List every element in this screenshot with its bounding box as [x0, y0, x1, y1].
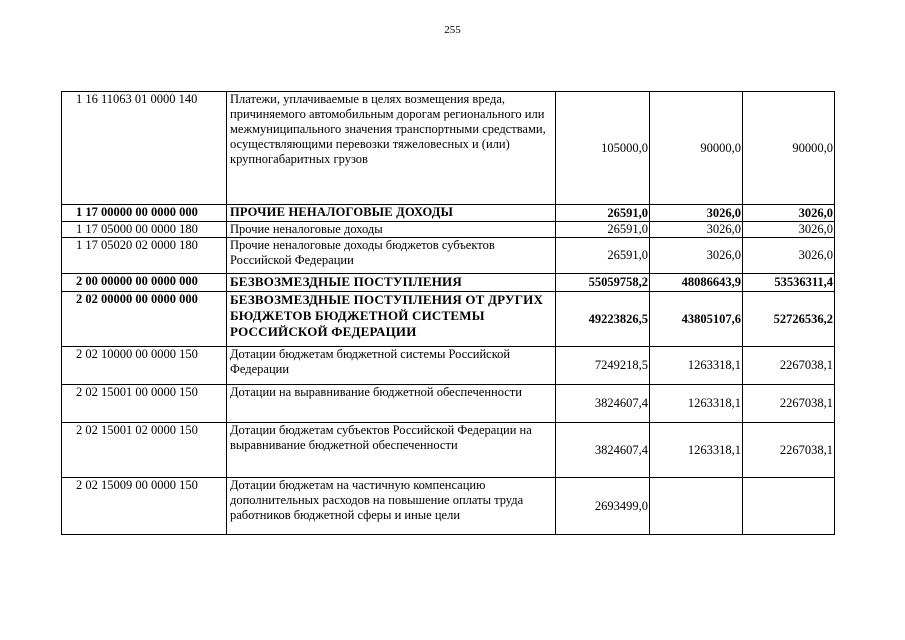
row-name: Дотации бюджетам на частичную компенсацию дополнительных расходов на повышение оплаты труда работников бюджетной сферы и иные цели: [227, 478, 556, 535]
row-value-1: 105000,0: [556, 92, 650, 205]
page-number: 255: [444, 24, 461, 36]
table-row: [62, 222, 835, 238]
row-value-3: 2267038,1: [743, 385, 835, 423]
row-value-2: 3026,0: [650, 205, 743, 222]
row-value-1: 2693499,0: [556, 478, 650, 535]
row-value-3: 3026,0: [743, 205, 835, 222]
row-value-2: 1263318,1: [650, 347, 743, 385]
table-row: [62, 385, 835, 423]
row-value-3: 90000,0: [743, 92, 835, 205]
table-row: [62, 292, 835, 347]
table-row: [62, 478, 835, 535]
row-value-1: 49223826,5: [556, 292, 650, 347]
row-code: 1 17 05020 02 0000 180: [62, 238, 227, 274]
row-value-3: 52726536,2: [743, 292, 835, 347]
row-code: 1 16 11063 01 0000 140: [62, 92, 227, 205]
row-code: 2 02 10000 00 0000 150: [62, 347, 227, 385]
table-row: [62, 238, 835, 274]
row-name: Дотации бюджетам бюджетной системы Российской Федерации: [227, 347, 556, 385]
row-value-3: 3026,0: [743, 238, 835, 274]
row-name: Прочие неналоговые доходы бюджетов субъектов Российской Федерации: [227, 238, 556, 274]
row-name: Дотации бюджетам субъектов Российской Федерации на выравнивание бюджетной обеспеченности: [227, 423, 556, 478]
table-row: [62, 92, 835, 205]
row-code: 1 17 05000 00 0000 180: [62, 222, 227, 238]
row-value-1: 26591,0: [556, 222, 650, 238]
row-code: 2 00 00000 00 0000 000: [62, 274, 227, 292]
row-value-2: 43805107,6: [650, 292, 743, 347]
table-row: [62, 347, 835, 385]
row-value-1: 7249218,5: [556, 347, 650, 385]
row-value-1: 26591,0: [556, 238, 650, 274]
row-value-2: 1263318,1: [650, 423, 743, 478]
row-value-3: 2267038,1: [743, 423, 835, 478]
row-name: Прочие неналоговые доходы: [227, 222, 556, 238]
row-value-2: [650, 478, 743, 535]
row-value-3: 3026,0: [743, 222, 835, 238]
table-row: [62, 274, 835, 292]
row-value-1: 3824607,4: [556, 385, 650, 423]
row-value-2: 90000,0: [650, 92, 743, 205]
row-code: 2 02 15001 00 0000 150: [62, 385, 227, 423]
row-name: БЕЗВОЗМЕЗДНЫЕ ПОСТУПЛЕНИЯ ОТ ДРУГИХ БЮДЖЕТОВ БЮДЖЕТНОЙ СИСТЕМЫ РОССИЙСКОЙ ФЕДЕРАЦИИ: [227, 292, 556, 347]
row-code: 2 02 15001 02 0000 150: [62, 423, 227, 478]
row-value-3: [743, 478, 835, 535]
row-value-2: 3026,0: [650, 238, 743, 274]
row-value-3: 2267038,1: [743, 347, 835, 385]
row-value-3: 53536311,4: [743, 274, 835, 292]
row-code: 2 02 15009 00 0000 150: [62, 478, 227, 535]
row-value-1: 26591,0: [556, 205, 650, 222]
row-name: Дотации на выравнивание бюджетной обеспеченности: [227, 385, 556, 423]
row-code: 1 17 00000 00 0000 000: [62, 205, 227, 222]
budget-table: [61, 91, 835, 535]
row-name: ПРОЧИЕ НЕНАЛОГОВЫЕ ДОХОДЫ: [227, 205, 556, 222]
row-value-1: 55059758,2: [556, 274, 650, 292]
table-row: [62, 423, 835, 478]
row-value-2: 48086643,9: [650, 274, 743, 292]
row-code: 2 02 00000 00 0000 000: [62, 292, 227, 347]
row-value-2: 3026,0: [650, 222, 743, 238]
row-value-1: 3824607,4: [556, 423, 650, 478]
table-row: [62, 205, 835, 222]
row-value-2: 1263318,1: [650, 385, 743, 423]
row-name: БЕЗВОЗМЕЗДНЫЕ ПОСТУПЛЕНИЯ: [227, 274, 556, 292]
row-name: Платежи, уплачиваемые в целях возмещения вреда, причиняемого автомобильным дорогам регионального или межмуниципального значения транспортными средствами, осуществляющими перевозки тяжеловесных и (или) крупногабаритных грузов: [227, 92, 556, 205]
